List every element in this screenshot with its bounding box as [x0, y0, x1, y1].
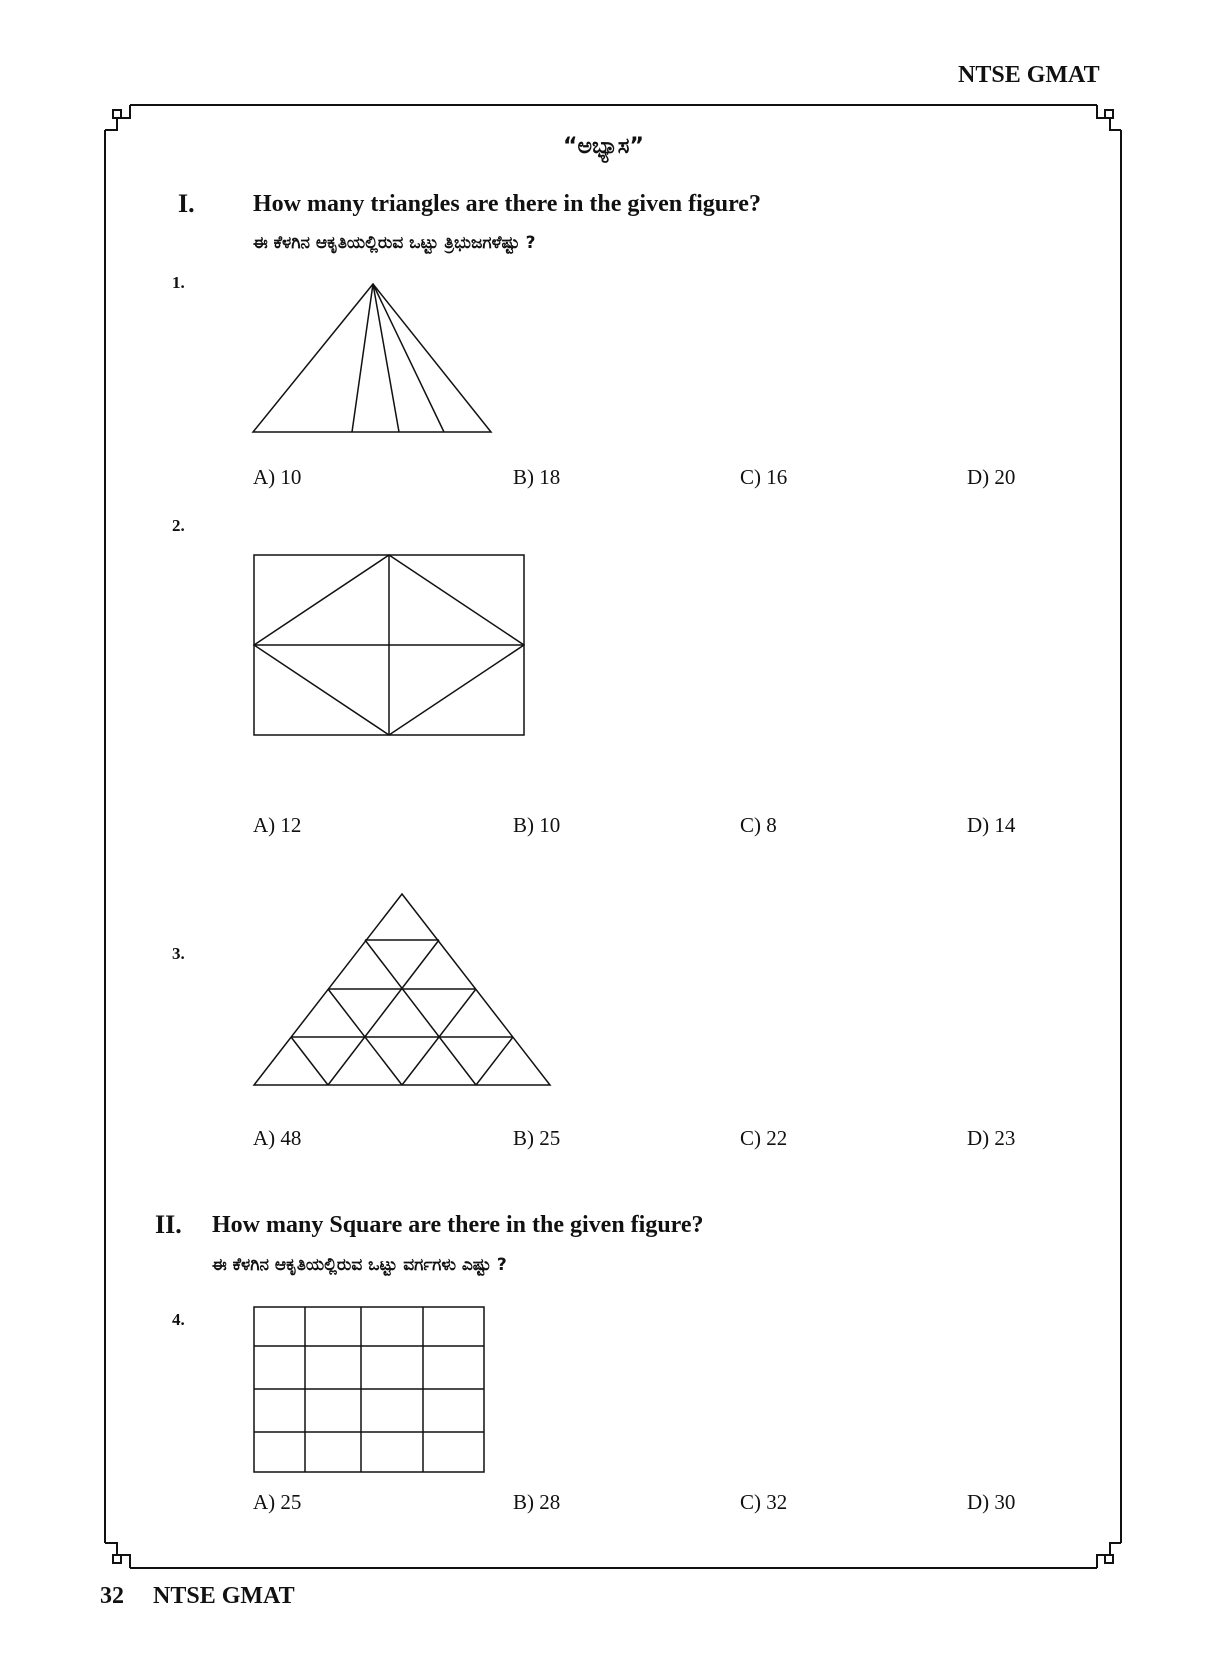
- question-2-option-b[interactable]: B) 10: [513, 813, 561, 837]
- question-4-square-grid-figure: [245, 1302, 485, 1477]
- question-4-option-b[interactable]: B) 28: [513, 1490, 561, 1514]
- page-number: 32: [100, 1583, 124, 1609]
- question-2-option-c[interactable]: C) 8: [740, 813, 777, 837]
- question-3-option-d[interactable]: D) 23: [967, 1126, 1016, 1150]
- question-3-number: 3.: [172, 944, 185, 963]
- question-1-option-c[interactable]: C) 16: [740, 465, 788, 489]
- question-4-option-c[interactable]: C) 32: [740, 1490, 788, 1514]
- running-header: NTSE GMAT: [958, 62, 1100, 88]
- section-1-question-kannada: ಈ ಕೆಳಗಿನ ಆಕೃತಿಯಲ್ಲಿರುವ ಒಟ್ಟು ತ್ರಿಭುಜಗಳೆಷ್ಟು ?: [253, 233, 536, 253]
- question-2-number: 2.: [172, 516, 185, 535]
- question-2-option-d[interactable]: D) 14: [967, 813, 1016, 837]
- question-4-number: 4.: [172, 1310, 185, 1329]
- question-4-option-d[interactable]: D) 30: [967, 1490, 1016, 1514]
- section-1-question: How many triangles are there in the given figure?: [253, 191, 761, 217]
- question-1-option-d[interactable]: D) 20: [967, 465, 1016, 489]
- question-3-option-c[interactable]: C) 22: [740, 1126, 788, 1150]
- section-2-number: II.: [155, 1210, 182, 1239]
- page-title: “ಅಭ್ಯಾಸ”: [563, 134, 644, 159]
- section-1-number: I.: [178, 189, 195, 218]
- question-3-option-a[interactable]: A) 48: [253, 1126, 302, 1150]
- question-1-triangle-figure: [245, 278, 505, 438]
- question-2-rectangle-figure: [245, 548, 525, 738]
- question-3-option-b[interactable]: B) 25: [513, 1126, 561, 1150]
- question-1-number: 1.: [172, 273, 185, 292]
- running-footer: NTSE GMAT: [153, 1583, 295, 1609]
- question-3-triangle-grid-figure: [245, 890, 555, 1090]
- question-1-option-a[interactable]: A) 10: [253, 465, 302, 489]
- question-2-option-a[interactable]: A) 12: [253, 813, 302, 837]
- section-2-question: How many Square are there in the given figure?: [212, 1212, 704, 1238]
- question-1-option-b[interactable]: B) 18: [513, 465, 561, 489]
- section-2-question-kannada: ಈ ಕೆಳಗಿನ ಆಕೃತಿಯಲ್ಲಿರುವ ಒಟ್ಟು ವರ್ಗಗಳು ಎಷ್ಟು ?: [212, 1255, 507, 1275]
- question-4-option-a[interactable]: A) 25: [253, 1490, 302, 1514]
